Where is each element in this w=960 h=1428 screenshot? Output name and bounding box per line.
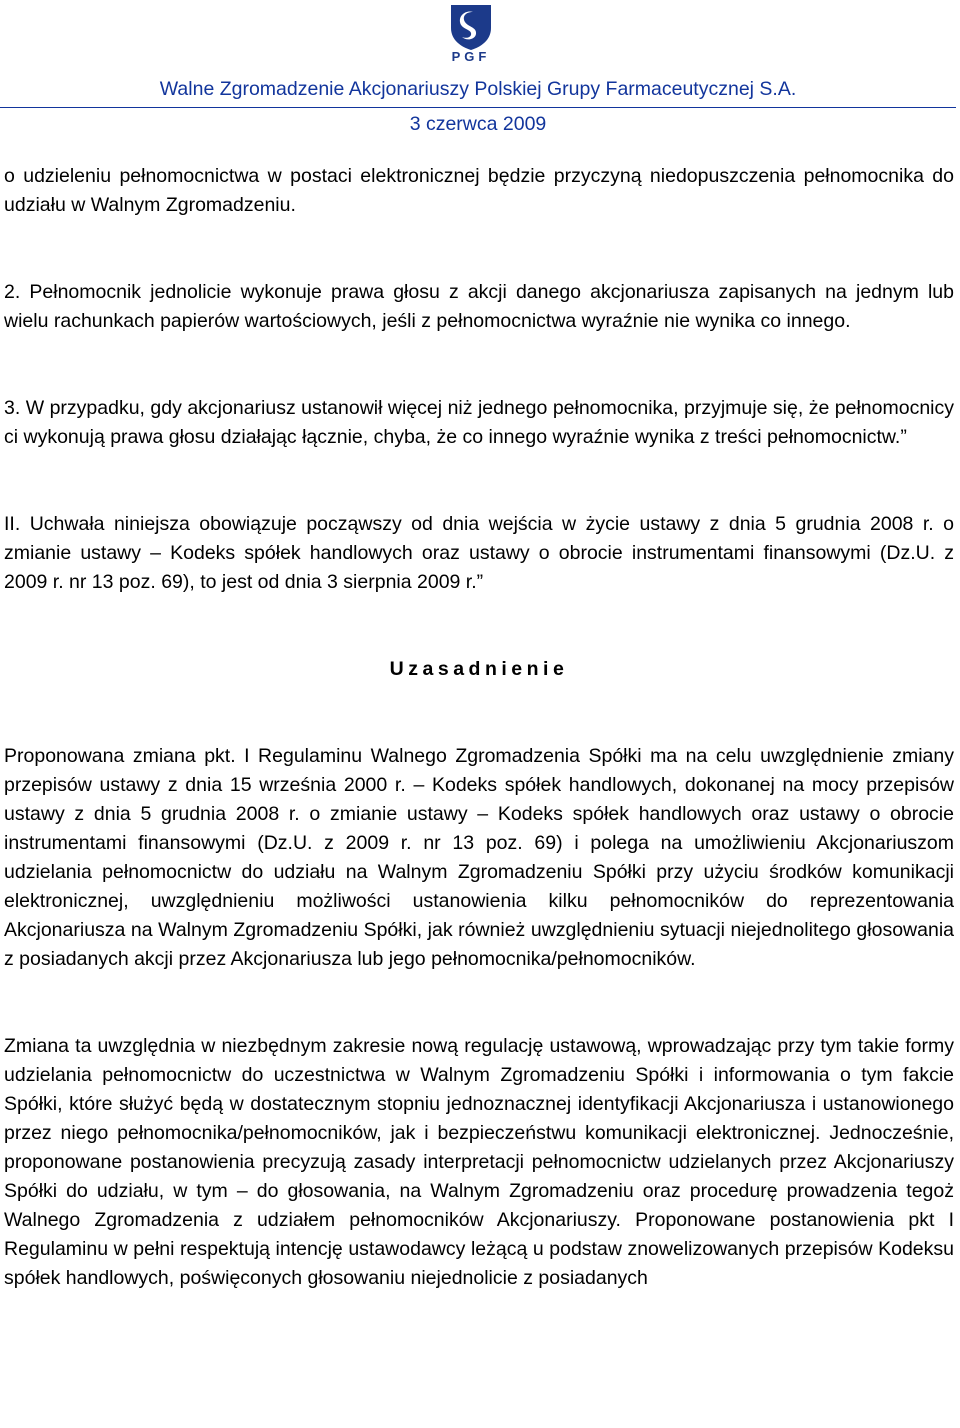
- header-date: 3 czerwca 2009: [409, 113, 547, 135]
- header-divider: [0, 107, 956, 108]
- paragraph-point-3: 3. W przypadku, gdy akcjonariusz ustanowił więcej niż jednego pełnomocnika, przyjmuje się, że pełnomocnicy ci wykonują prawa głosu działając łącznie, chyba, że co innego wyraźnie wynika z treści pełnomocnictw.”: [4, 397, 954, 448]
- section-heading: Uzasadnienie: [389, 658, 569, 680]
- header-title: Walne Zgromadzenie Akcjonariuszy Polskiej Grupy Farmaceutycznej S.A.: [159, 78, 797, 100]
- pgf-logo-text: PGF: [451, 49, 491, 64]
- paragraph-justification-1: Proponowana zmiana pkt. I Regulaminu Walnego Zgromadzenia Spółki ma na celu uwzględnienie zmiany przepisów ustawy z dnia 15 września 2000 r. – Kodeks spółek handlowych, dokonanej na mocy przepisów ustawy z dnia 5 grudnia 2008 r. o zmianie ustawy – Kodeks spółek handlowych oraz ustawy o obrocie instrumentami finansowymi (Dz.U. z 2009 r. nr 13 poz. 69) i polega na umożliwieniu Akcjonariuszom udzielania pełnomocnictw do udziału na Walnym Zgromadzeniu Spółki przy użyciu środków komunikacji elektronicznej, uwzględnieniu możliwości ustanowienia kilku pełnomocników do reprezentowania Akcjonariusza na Walnym Zgromadzeniu Spółki, jak również uwzględnieniu sytuacji niejednolitego głosowania z posiadanych akcji przez Akcjonariusza lub jego pełnomocnika/pełnomocników.: [4, 745, 954, 970]
- pgf-shield-icon: [446, 2, 496, 52]
- page-header: [0, 0, 960, 140]
- paragraph-point-2: 2. Pełnomocnik jednolicie wykonuje prawa głosu z akcji danego akcjonariusza zapisanych na jednym lub wielu rachunkach papierów wartościowych, jeśli z pełnomocnictwa wyraźnie nie wynika co innego.: [4, 281, 954, 332]
- paragraph-section-ii: II. Uchwała niniejsza obowiązuje począwszy od dnia wejścia w życie ustawy z dnia 5 grudnia 2008 r. o zmianie ustawy – Kodeks spółek handlowych oraz ustawy o obrocie instrumentami finansowymi (Dz.U. z 2009 r. nr 13 poz. 69), to jest od dnia 3 sierpnia 2009 r.”: [4, 513, 954, 593]
- document-body: [4, 162, 954, 1293]
- paragraph-continuation: o udzieleniu pełnomocnictwa w postaci elektronicznej będzie przyczyną niedopuszczenia pełnomocnika do udziału w Walnym Zgromadzeniu.: [4, 165, 954, 216]
- paragraph-justification-2: Zmiana ta uwzględnia w niezbędnym zakresie nową regulację ustawową, wprowadzając przy tym takie formy udzielania pełnomocnictw do uczestnictwa w Walnym Zgromadzeniu Spółki i informowania o tym fakcie Spółki, które służyć będą w dostatecznym stopniu jednoznacznej identyfikacji Akcjonariusza i ustanowionego przez niego pełnomocnika/pełnomocników, jak i bezpieczeństwu komunikacji elektronicznej. Jednocześnie, proponowane postanowienia precyzują zasady interpretacji pełnomocnictw udzielanych przez Akcjonariuszy Spółki do udziału, w tym – do głosowania, na Walnym Zgromadzeniu oraz procedurę prowadzenia tegoż Walnego Zgromadzenia z udziałem pełnomocników Akcjonariuszy. Proponowane postanowienia pkt I Regulaminu w pełni respektują intencję ustawodawcy leżącą u podstaw znowelizowanych przepisów Kodeksu spółek handlowych, poświęconych głosowaniu niejednolicie z posiadanych: [4, 1035, 954, 1289]
